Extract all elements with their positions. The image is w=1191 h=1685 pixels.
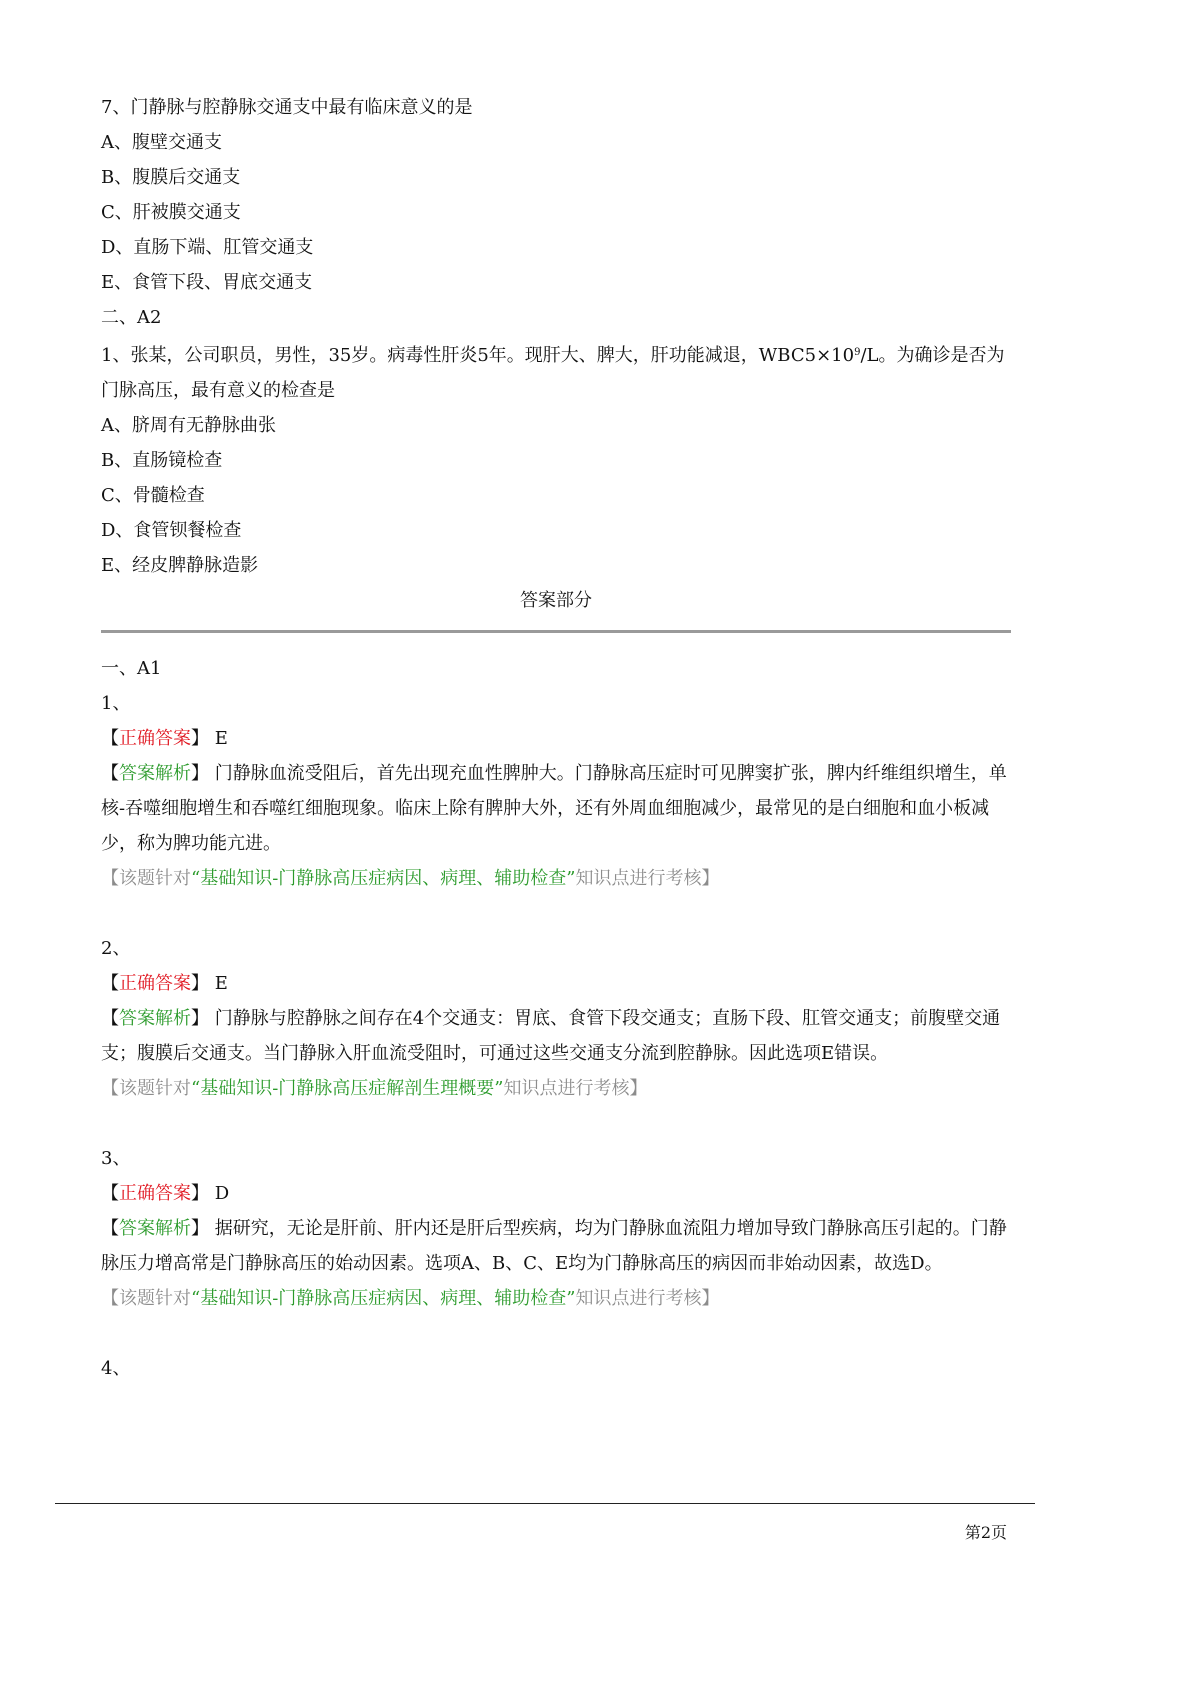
option-b: B、腹膜后交通支	[101, 167, 241, 188]
correct-answer-line: 【正确答案】 D	[101, 1183, 230, 1204]
analysis-label: 答案解析	[119, 763, 191, 784]
option-e: E、食管下段、胃底交通支	[101, 272, 313, 293]
page-content	[101, 90, 1011, 1386]
option-d: D、直肠下端、肛管交通支	[101, 237, 314, 258]
option-a: A、脐周有无静脉曲张	[101, 415, 276, 436]
correct-answer-value: E	[214, 973, 228, 994]
correct-answer-line: 【正确答案】 E	[101, 728, 228, 749]
option-b: B、直肠镜检查	[101, 450, 223, 471]
answer-number: 4、	[101, 1358, 131, 1379]
option-e: E、经皮脾静脉造影	[101, 555, 259, 576]
correct-answer-label: 正确答案	[119, 728, 191, 749]
knowledge-point-topic: 基础知识-门静脉高压症病因、病理、辅助检查	[200, 1288, 567, 1309]
analysis-label: 答案解析	[119, 1008, 191, 1029]
analysis-text: 门静脉与腔静脉之间存在4个交通支：胃底、食管下段交通支；直肠下段、肛管交通支；前腹壁交通支；腹膜后交通支。当门静脉入肝血流受阻时，可通过这些交通支分流到腔静脉。因此选项E错误。	[101, 1008, 1001, 1064]
section-divider	[101, 630, 1011, 633]
option-c: C、骨髓检查	[101, 485, 205, 506]
analysis-label: 答案解析	[119, 1218, 191, 1239]
knowledge-point-topic: 基础知识-门静脉高压症解剖生理概要	[200, 1078, 495, 1099]
correct-answer-label: 正确答案	[119, 973, 191, 994]
knowledge-point-note: 【该题针对“基础知识-门静脉高压症解剖生理概要”知识点进行考核】	[101, 1078, 648, 1099]
correct-answer-value: E	[214, 728, 228, 749]
knowledge-point-note: 【该题针对“基础知识-门静脉高压症病因、病理、辅助检查”知识点进行考核】	[101, 1288, 720, 1309]
answer-analysis: 【答案解析】 据研究，无论是肝前、肝内还是肝后型疾病，均为门静脉血流阻力增加导致门静脉高压引起的。门静脉压力增高常是门静脉高压的始动因素。选项A、B、C、E均为门静脉高压的病因而非始动因素，故选D。	[101, 1218, 1007, 1274]
knowledge-point-note: 【该题针对“基础知识-门静脉高压症病因、病理、辅助检查”知识点进行考核】	[101, 868, 720, 889]
section-heading-a2: 二、A2	[101, 307, 162, 328]
analysis-text: 门静脉血流受阻后，首先出现充血性脾肿大。门静脉高压症时可见脾窦扩张，脾内纤维组织增生，单核-吞噬细胞增生和吞噬红细胞现象。临床上除有脾肿大外，还有外周血细胞减少，最常见的是白细胞和血小板减少，称为脾功能亢进。	[101, 763, 1007, 854]
knowledge-point-topic: 基础知识-门静脉高压症病因、病理、辅助检查	[200, 868, 567, 889]
correct-answer-label: 正确答案	[119, 1183, 191, 1204]
answer-number: 2、	[101, 938, 131, 959]
answer-number: 1、	[101, 693, 131, 714]
answer-analysis: 【答案解析】 门静脉与腔静脉之间存在4个交通支：胃底、食管下段交通支；直肠下段、肛管交通支；前腹壁交通支；腹膜后交通支。当门静脉入肝血流受阻时，可通过这些交通支分流到腔静脉。因此选项E错误。	[101, 1008, 1001, 1064]
option-a: A、腹壁交通支	[101, 132, 222, 153]
answer-section-title: 答案部分	[520, 590, 592, 611]
question-7-stem: 7、门静脉与腔静脉交通支中最有临床意义的是	[101, 97, 473, 118]
answer-analysis: 【答案解析】 门静脉血流受阻后，首先出现充血性脾肿大。门静脉高压症时可见脾窦扩张，脾内纤维组织增生，单核-吞噬细胞增生和吞噬红细胞现象。临床上除有脾肿大外，还有外周血细胞减少，最常见的是白细胞和血小板减少，称为脾功能亢进。	[101, 763, 1007, 854]
answer-number: 3、	[101, 1148, 131, 1169]
analysis-text: 据研究，无论是肝前、肝内还是肝后型疾病，均为门静脉血流阻力增加导致门静脉高压引起的。门静脉压力增高常是门静脉高压的始动因素。选项A、B、C、E均为门静脉高压的病因而非始动因素，故选D。	[101, 1218, 1007, 1274]
page-number: 第2页	[964, 1523, 1007, 1542]
section-heading-a1: 一、A1	[101, 658, 162, 679]
correct-answer-value: D	[214, 1183, 230, 1204]
option-c: C、肝被膜交通支	[101, 202, 241, 223]
footer-divider	[55, 1503, 1035, 1504]
correct-answer-line: 【正确答案】 E	[101, 973, 228, 994]
option-d: D、食管钡餐检查	[101, 520, 242, 541]
question-a2-1-stem: 1、张某，公司职员，男性，35岁。病毒性肝炎5年。现肝大、脾大，肝功能减退，$WBC5\times 10^9/L$。为确诊是否为门脉高压，最有意义的检查是	[101, 345, 1005, 401]
